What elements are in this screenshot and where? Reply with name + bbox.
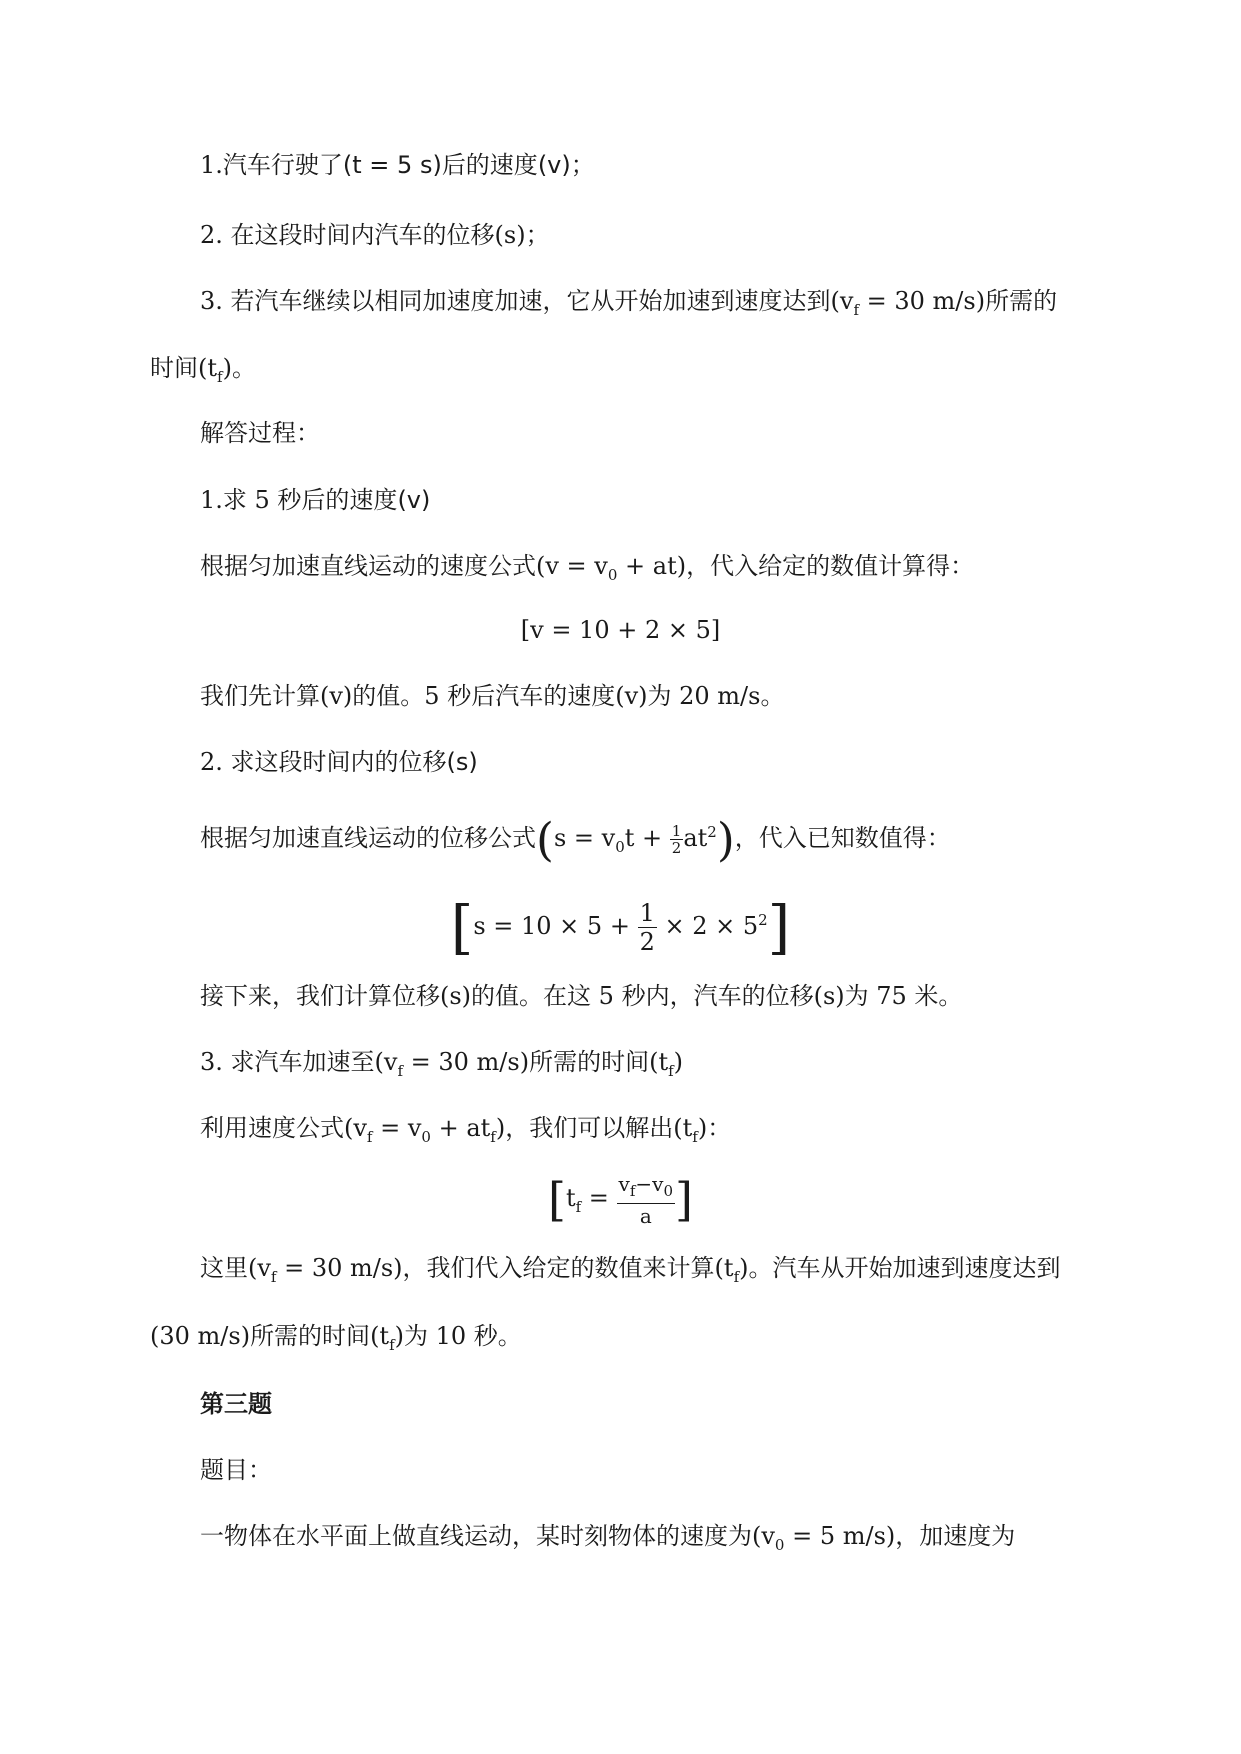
text: 。 xyxy=(231,354,256,382)
text: ，我们代入给定的数值来计算 xyxy=(402,1254,715,1282)
formula: = 30 m/s) xyxy=(276,1254,403,1282)
text: 后的速度 xyxy=(441,151,538,179)
numerator: 1 xyxy=(639,899,655,927)
text: 3. 求汽车加速至 xyxy=(200,1048,375,1076)
subscript: f xyxy=(490,1127,496,1146)
text: 时间 xyxy=(150,354,198,382)
formula: ) xyxy=(495,1114,506,1142)
text: 一物体在水平面上做直线运动，某时刻物体的速度为 xyxy=(200,1522,752,1550)
solution-step-2-result xyxy=(200,980,962,1012)
denominator: 2 xyxy=(639,928,655,956)
formula: + at xyxy=(430,1114,491,1142)
denominator: a xyxy=(639,1203,652,1228)
solution-step-2-title xyxy=(200,746,478,778)
subscript: 0 xyxy=(421,1127,431,1146)
text: 2. 在这段时间内汽车的位移 xyxy=(200,221,495,249)
fraction xyxy=(638,899,657,956)
question-item-3-cont xyxy=(150,352,256,393)
question-3-text xyxy=(200,1520,1015,1561)
formula-paren: ( xyxy=(536,812,554,867)
text: 所需的 xyxy=(985,287,1058,315)
text: 接下来，我们计算位移 xyxy=(200,982,440,1010)
text: 为 75 米。 xyxy=(844,982,963,1010)
superscript: 2 xyxy=(707,823,717,841)
num-part: v xyxy=(618,1171,630,1196)
text: ； xyxy=(525,221,550,249)
numerator xyxy=(617,1172,675,1204)
subscript: 0 xyxy=(615,837,625,856)
formula: (v xyxy=(374,1048,398,1076)
formula: ) xyxy=(739,1254,749,1282)
question-3-label: 题目： xyxy=(200,1456,272,1484)
subscript: f xyxy=(853,300,860,319)
question-3-heading: 第三题 xyxy=(200,1390,272,1418)
solution-step-3-title xyxy=(200,1046,683,1087)
formula: (s) xyxy=(494,221,526,249)
bracket: ] xyxy=(767,893,791,962)
formula: ) xyxy=(697,1114,708,1142)
text: 根据匀加速直线运动的位移公式 xyxy=(200,824,536,852)
formula: (v xyxy=(830,287,854,315)
formula: (v) xyxy=(615,682,648,710)
formula: (v xyxy=(248,1254,271,1282)
text: 这里 xyxy=(200,1254,248,1282)
equation-1: [v = 10 + 2 × 5] xyxy=(520,616,721,644)
subscript: f xyxy=(733,1267,740,1286)
formula: (t xyxy=(714,1254,734,1282)
solution-step-1-text xyxy=(200,550,974,591)
subscript: f xyxy=(629,1181,636,1200)
formula: (v) xyxy=(320,682,353,710)
formula: (30 m/s) xyxy=(150,1322,251,1350)
formula: + at) xyxy=(617,552,687,580)
subscript: 0 xyxy=(774,1535,785,1554)
formula: ) xyxy=(222,354,232,382)
formula: t xyxy=(565,1184,576,1212)
solution-label: 解答过程： xyxy=(200,419,320,447)
formula: t + xyxy=(624,824,670,852)
subscript: 0 xyxy=(607,565,618,584)
text: ，我们可以解出 xyxy=(505,1114,674,1142)
text: 的值。5 秒后汽车的速度 xyxy=(352,682,616,710)
equation-2 xyxy=(0,888,1241,962)
formula: = 30 m/s) xyxy=(403,1048,530,1076)
fraction xyxy=(670,823,684,856)
formula: s = v xyxy=(553,824,616,852)
formula: ) xyxy=(673,1048,684,1076)
subscript: f xyxy=(389,1335,395,1354)
solution-step-3-text xyxy=(200,1112,731,1153)
subscript: 0 xyxy=(663,1181,674,1200)
question-item-1 xyxy=(200,149,595,181)
text: 根据匀加速直线运动的速度公式 xyxy=(200,552,536,580)
formula: = 5 m/s) xyxy=(784,1522,896,1550)
text: 1.求 5 秒后的速度 xyxy=(200,486,398,514)
solution-step-1-title xyxy=(200,484,430,516)
question-item-3 xyxy=(200,285,1057,326)
subscript: f xyxy=(217,367,223,386)
formula: (t xyxy=(649,1048,669,1076)
formula: (s) xyxy=(446,748,478,776)
formula: (v) xyxy=(397,486,431,514)
text: 为 20 m/s。 xyxy=(647,682,785,710)
text: ： xyxy=(707,1114,732,1142)
solution-step-3-result-cont xyxy=(150,1320,522,1361)
text: 3. 若汽车继续以相同加速度加速，它从开始加速到速度达到 xyxy=(200,287,831,315)
bracket: ] xyxy=(675,1172,693,1227)
superscript: 2 xyxy=(758,911,768,929)
formula: (s) xyxy=(813,982,845,1010)
text: 我们先计算 xyxy=(200,682,320,710)
text: 利用速度公式 xyxy=(200,1114,344,1142)
formula: (t xyxy=(673,1114,693,1142)
bracket: [ xyxy=(548,1172,566,1227)
text: 所需的时间 xyxy=(529,1048,650,1076)
text: ，代入已知数值得： xyxy=(734,824,951,852)
text: ； xyxy=(570,151,595,179)
formula: at xyxy=(683,824,708,852)
formula: (v xyxy=(752,1522,775,1550)
solution-step-1-result xyxy=(200,680,784,712)
formula: × 2 × 5 xyxy=(656,912,759,940)
text: ，加速度为 xyxy=(895,1522,1016,1550)
formula: s = 10 × 5 + xyxy=(473,912,638,940)
subscript: f xyxy=(397,1061,404,1080)
denominator: 2 xyxy=(671,839,682,857)
text: ，代入给定的数值计算得： xyxy=(686,552,975,580)
text: 所需的时间 xyxy=(250,1322,371,1350)
numerator: 1 xyxy=(671,822,682,840)
text: 为 10 秒。 xyxy=(404,1322,522,1350)
formula: (v = v xyxy=(536,552,608,580)
subscript: f xyxy=(575,1197,582,1216)
subscript: f xyxy=(270,1267,277,1286)
equation-3 xyxy=(0,1168,1241,1237)
subscript: f xyxy=(668,1061,674,1080)
fraction xyxy=(617,1172,675,1228)
bracket: [ xyxy=(450,893,474,962)
formula: (t xyxy=(370,1322,390,1350)
formula: = v xyxy=(372,1114,422,1142)
formula: (v xyxy=(344,1114,367,1142)
formula: (s) xyxy=(440,982,472,1010)
formula: = xyxy=(581,1184,617,1212)
subscript: f xyxy=(366,1127,373,1146)
text: 2. 求这段时间内的位移 xyxy=(200,748,447,776)
formula: ) xyxy=(394,1322,405,1350)
question-item-2 xyxy=(200,219,550,251)
formula: (t = 5 s) xyxy=(342,151,442,179)
formula: (t xyxy=(198,354,218,382)
solution-step-2-text xyxy=(200,808,951,871)
formula-paren: ) xyxy=(716,812,735,867)
text: 的值。在这 5 秒内，汽车的位移 xyxy=(471,982,814,1010)
num-part: −v xyxy=(635,1171,664,1196)
solution-step-3-result xyxy=(200,1252,1061,1293)
text: 1.汽车行驶了 xyxy=(200,151,343,179)
text: 。汽车从开始加速到速度达到 xyxy=(748,1254,1061,1282)
formula: = 30 m/s) xyxy=(859,287,986,315)
subscript: f xyxy=(692,1127,698,1146)
formula: (v) xyxy=(537,151,571,179)
